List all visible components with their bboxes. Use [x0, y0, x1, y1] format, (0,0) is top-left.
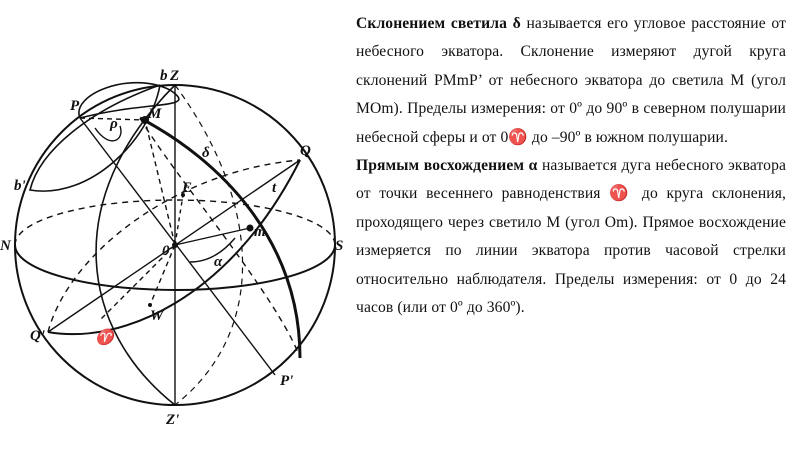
- celestial-sphere-diagram: [0, 0, 350, 450]
- om-upper: [145, 120, 175, 245]
- label-t: t: [272, 180, 277, 196]
- label-p: P: [70, 98, 80, 114]
- label-e: E: [182, 180, 193, 196]
- label-aries: ♈: [95, 330, 114, 346]
- aries-symbol-1: ♈: [508, 128, 528, 146]
- right-ascension-body-3: Om). Прямое восхождение измеряется по линии экватора против часовой стрелки относительно наблюдателя. Пределы измерения: от 0 до 24 часов (или от 0º до 360º).: [356, 213, 786, 317]
- declination-circle-front: [140, 118, 300, 358]
- label-alpha: α: [214, 254, 223, 270]
- label-b-prime: b': [14, 178, 26, 194]
- right-ascension-body-1: называется дуга небесного экватора от точки весеннего равноденствия: [356, 157, 786, 203]
- declination-body: называется его угловое расстояние от небесного экватора. Склонение измеряют дугой круга склонений PMmP’ от небесного экватора до светила M (угол MOm). Пределы измерения: от 0º до 90º в северном полушарии небесной сферы и от 0: [356, 15, 786, 146]
- declination-circle-back: [140, 118, 300, 358]
- label-w: W: [150, 308, 164, 324]
- right-ascension-body-2: до круга склонения, проходящего через светило M (угол: [356, 185, 786, 231]
- right-ascension-paragraph: [356, 152, 786, 322]
- description-text: [356, 10, 786, 322]
- label-q: Q: [300, 143, 311, 159]
- alpha-arc: [190, 238, 235, 262]
- om-line: [175, 228, 250, 245]
- label-m-star: M: [148, 106, 162, 122]
- label-n: N: [0, 238, 11, 254]
- point-o: [172, 242, 178, 248]
- point-m: [247, 225, 254, 232]
- vertical-circle-back: [175, 85, 243, 405]
- label-p-prime: P': [280, 373, 294, 389]
- meridian-front: [79, 83, 179, 118]
- label-b: b: [160, 68, 168, 84]
- point-w: [148, 303, 152, 307]
- right-ascension-term: Прямым восхождением α: [356, 157, 538, 175]
- declination-term: Склонением светила δ: [356, 15, 521, 32]
- declination-body-end: до –90º в южном полушарии.: [527, 128, 728, 146]
- label-s: S: [335, 238, 344, 254]
- label-o: 0: [162, 243, 170, 259]
- declination-paragraph: [356, 10, 786, 152]
- label-z: Z: [170, 68, 180, 84]
- label-delta: δ: [202, 145, 210, 161]
- label-rho: ρ: [110, 116, 118, 132]
- aries-symbol-2: ♈: [609, 185, 634, 203]
- label-m: m: [254, 224, 266, 240]
- oe-line: [175, 195, 183, 245]
- label-z-prime: Z': [166, 412, 180, 428]
- label-q-prime: Q': [30, 328, 45, 344]
